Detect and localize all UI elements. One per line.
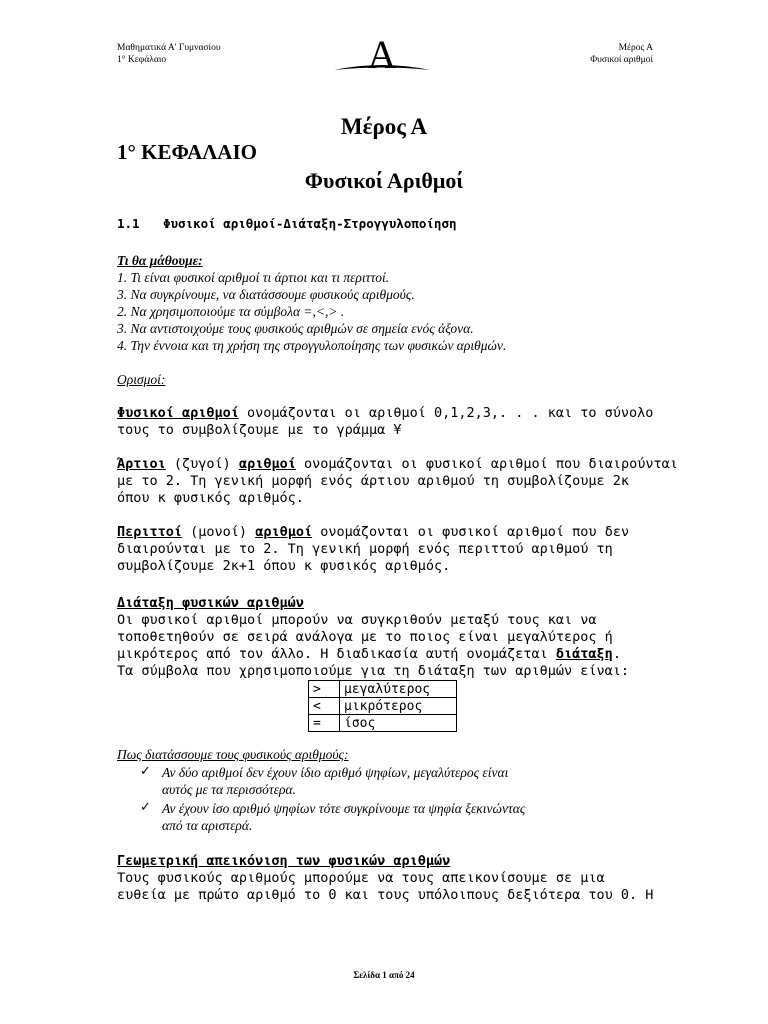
odd-term-1: Περιττοί bbox=[117, 524, 183, 540]
chapter-title: 1° ΚΕΦΑΛΑΙΟ bbox=[117, 140, 257, 164]
table-row bbox=[309, 698, 457, 715]
section-title: Φυσικοί αριθμοί-Διάταξη-Στρογγυλοποίηση bbox=[163, 216, 457, 231]
how-order-heading: Πως διατάσσουμε τους φυσικούς αριθμούς: bbox=[117, 747, 349, 762]
how-order-block bbox=[117, 746, 653, 763]
odd-paren: (μονοί) bbox=[182, 524, 256, 540]
logo-letter: A bbox=[367, 34, 397, 76]
even-text-1: ονομάζονται οι φυσικοί αριθμοί που διαιρούνται bbox=[295, 456, 678, 472]
ordering-term: διάταξη bbox=[555, 646, 613, 662]
header-left bbox=[117, 42, 221, 66]
how-order-item-1-line-1: Αν δύο αριθμοί δεν έχουν ίδιο αριθμό ψηφίων, μεγαλύτερος είναι bbox=[162, 765, 509, 780]
even-term-2: αριθμοί bbox=[238, 456, 296, 472]
how-order-item-2 bbox=[162, 800, 650, 834]
ordering-line-1: Οι φυσικοί αριθμοί μπορούν να συγκριθούν μεταξύ τους και να bbox=[117, 612, 597, 628]
definitions-heading-block bbox=[117, 371, 653, 388]
part-title: Μέρος Α bbox=[340, 114, 428, 139]
ordering-line-3: μικρότερος από τον άλλο. Η διαδικασία αυτή ονομάζεται bbox=[117, 646, 556, 662]
odd-text-3: συμβολίζουμε 2κ+1 όπου κ φυσικός αριθμός. bbox=[117, 558, 451, 574]
meaning-cell: ίσος bbox=[340, 715, 457, 732]
definitions-heading: Ορισμοί: bbox=[117, 372, 166, 387]
ordering-line-3-end: . bbox=[612, 646, 621, 662]
how-order-item-2-line-2: από τα αριστερά. bbox=[162, 818, 253, 833]
geometric-line-2: ευθεία με πρώτο αριθμό το 0 και τους υπόλοιπους δεξιότερα του 0. Η bbox=[117, 887, 654, 903]
section-heading bbox=[117, 216, 457, 231]
check-icon: ✓ bbox=[140, 763, 151, 778]
header-course: Μαθηματικά Α' Γυμνασίου bbox=[117, 43, 221, 53]
how-order-item-2-line-1: Αν έχουν ίσο αριθμό ψηφίων τότε συγκρίνουμε τα ψηφία ξεκινώντας bbox=[162, 801, 526, 816]
symbol-cell: > bbox=[309, 681, 340, 698]
table-row bbox=[309, 681, 457, 698]
even-definition bbox=[117, 456, 678, 507]
odd-text-1: ονομάζονται οι φυσικοί αριθμοί που δεν bbox=[312, 524, 630, 540]
symbol-cell: = bbox=[309, 715, 340, 732]
natural-text-1: ονομάζονται οι αριθμοί 0,1,2,3,. . . και το σύνολο bbox=[238, 405, 654, 421]
check-icon: ✓ bbox=[140, 799, 151, 814]
even-term-1: Άρτιοι bbox=[117, 456, 166, 472]
header-logo bbox=[332, 34, 432, 76]
learn-item-3: 2. Να χρησιμοποιούμε τα σύμβολα =,<,> . bbox=[117, 304, 345, 319]
ordering-line-2: τοποθετηθούν σε σειρά ανάλογα με το ποιος είναι μεγαλύτερος ή bbox=[117, 629, 613, 645]
geometric-heading: Γεωμετρική απεικόνιση των φυσικών αριθμών bbox=[117, 853, 451, 869]
learn-block bbox=[117, 252, 653, 354]
odd-text-2: διαιρούνται με το 2. Τη γενική μορφή ενός περιττού αριθμού τη bbox=[117, 541, 613, 557]
page-footer: Σελίδα 1 από 24 bbox=[353, 970, 415, 980]
symbol-cell: < bbox=[309, 698, 340, 715]
ordering-line-4: Τα σύμβολα που χρησιμοποιούμε για τη διάταξη των αριθμών είναι: bbox=[117, 663, 630, 679]
symbols-table bbox=[308, 680, 457, 732]
chapter-subtitle: Φυσικοί Αριθμοί bbox=[304, 168, 464, 193]
header-chapter: 1° Κεφάλαιο bbox=[117, 55, 167, 65]
header-right bbox=[590, 42, 653, 66]
meaning-cell: μεγαλύτερος bbox=[340, 681, 457, 698]
learn-item-4: 3. Να αντιστοιχούμε τους φυσικούς αριθμών σε σημεία ενός άξονα. bbox=[117, 321, 474, 336]
natural-definition bbox=[117, 405, 653, 439]
learn-item-5: 4. Την έννοια και τη χρήση της στρογγυλοποίησης των φυσικών αριθμών. bbox=[117, 338, 507, 353]
ordering-heading: Διάταξη φυσικών αριθμών bbox=[117, 595, 304, 611]
how-order-item-1 bbox=[162, 764, 650, 798]
how-order-item-1-line-2: αυτός με τα περισσότερα. bbox=[162, 782, 296, 797]
learn-item-1: 1. Τι είναι φυσικοί αριθμοί τι άρτιοι και τι περιττοί. bbox=[117, 270, 390, 285]
learn-heading: Τι θα μάθουμε: bbox=[117, 253, 203, 268]
natural-text-2: τους το συμβολίζουμε με το γράμμα ¥ bbox=[117, 422, 402, 438]
table-row bbox=[309, 715, 457, 732]
odd-term-2: αριθμοί bbox=[255, 524, 313, 540]
ordering-block bbox=[117, 595, 653, 680]
even-paren: (ζυγοί) bbox=[165, 456, 239, 472]
header-part: Μέρος Α bbox=[618, 43, 653, 53]
section-number: 1.1 bbox=[117, 216, 140, 231]
meaning-cell: μικρότερος bbox=[340, 698, 457, 715]
header-topic: Φυσικοί αριθμοί bbox=[590, 55, 653, 65]
geometric-block bbox=[117, 853, 653, 904]
geometric-line-1: Τους φυσικούς αριθμούς μπορούμε να τους απεικονίσουμε σε μια bbox=[117, 870, 605, 886]
even-text-2: με το 2. Τη γενική μορφή ενός άρτιου αριθμού τη συμβολίζουμε 2κ bbox=[117, 473, 630, 489]
natural-term: Φυσικοί αριθμοί bbox=[117, 405, 239, 421]
learn-item-2: 3. Να συγκρίνουμε, να διατάσσουμε φυσικούς αριθμούς. bbox=[117, 287, 415, 302]
even-text-3: όπου κ φυσικός αριθμός. bbox=[117, 490, 304, 506]
odd-definition bbox=[117, 524, 653, 575]
